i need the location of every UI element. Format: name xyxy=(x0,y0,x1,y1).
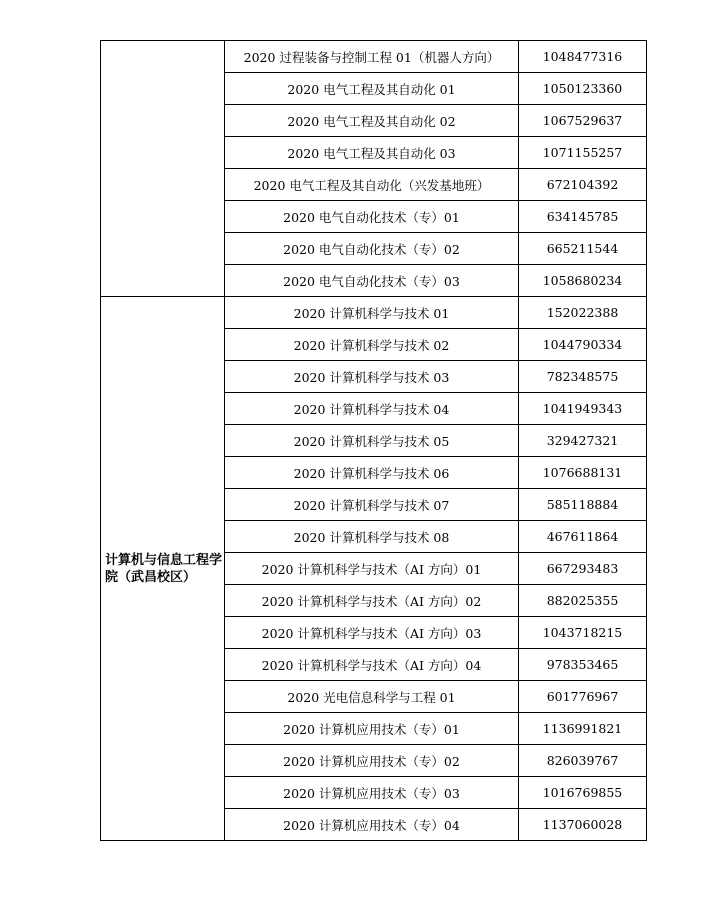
class-name-cell: 2020 计算机应用技术（专）02 xyxy=(225,745,519,777)
table-body xyxy=(101,41,647,841)
class-name-cell: 2020 计算机科学与技术 06 xyxy=(225,457,519,489)
class-name-cell: 2020 计算机科学与技术 01 xyxy=(225,297,519,329)
class-name-cell: 2020 过程装备与控制工程 01（机器人方向） xyxy=(225,41,519,73)
class-name-cell: 2020 计算机科学与技术 04 xyxy=(225,393,519,425)
class-name-cell: 2020 计算机科学与技术 02 xyxy=(225,329,519,361)
class-name-cell: 2020 计算机应用技术（专）04 xyxy=(225,809,519,841)
class-name-cell: 2020 电气工程及其自动化（兴发基地班） xyxy=(225,169,519,201)
group-number-cell: 1050123360 xyxy=(519,73,647,105)
group-number-cell: 1058680234 xyxy=(519,265,647,297)
group-number-cell: 152022388 xyxy=(519,297,647,329)
class-name-cell: 2020 计算机科学与技术（AI 方向）02 xyxy=(225,585,519,617)
class-name-cell: 2020 计算机应用技术（专）01 xyxy=(225,713,519,745)
group-number-cell: 665211544 xyxy=(519,233,647,265)
class-name-cell: 2020 计算机科学与技术 03 xyxy=(225,361,519,393)
class-name-cell: 2020 电气自动化技术（专）03 xyxy=(225,265,519,297)
group-number-cell: 782348575 xyxy=(519,361,647,393)
group-number-cell: 601776967 xyxy=(519,681,647,713)
group-number-cell: 1071155257 xyxy=(519,137,647,169)
table-row xyxy=(101,41,647,73)
class-name-cell: 2020 电气工程及其自动化 01 xyxy=(225,73,519,105)
class-name-cell: 2020 计算机科学与技术（AI 方向）01 xyxy=(225,553,519,585)
class-name-cell: 2020 电气自动化技术（专）02 xyxy=(225,233,519,265)
group-number-cell: 467611864 xyxy=(519,521,647,553)
class-group-table xyxy=(100,40,647,841)
group-number-cell: 672104392 xyxy=(519,169,647,201)
class-name-cell: 2020 电气工程及其自动化 02 xyxy=(225,105,519,137)
class-name-cell: 2020 计算机科学与技术（AI 方向）04 xyxy=(225,649,519,681)
class-name-cell: 2020 计算机科学与技术 08 xyxy=(225,521,519,553)
group-number-cell: 1067529637 xyxy=(519,105,647,137)
group-number-cell: 1041949343 xyxy=(519,393,647,425)
group-number-cell: 1048477316 xyxy=(519,41,647,73)
class-name-cell: 2020 计算机科学与技术 07 xyxy=(225,489,519,521)
group-number-cell: 667293483 xyxy=(519,553,647,585)
group-number-cell: 882025355 xyxy=(519,585,647,617)
class-name-cell: 2020 电气自动化技术（专）01 xyxy=(225,201,519,233)
group-number-cell: 1136991821 xyxy=(519,713,647,745)
group-number-cell: 329427321 xyxy=(519,425,647,457)
group-number-cell: 978353465 xyxy=(519,649,647,681)
group-number-cell: 1044790334 xyxy=(519,329,647,361)
class-name-cell: 2020 计算机应用技术（专）03 xyxy=(225,777,519,809)
college-cell xyxy=(101,41,225,297)
college-cell: 计算机与信息工程学院（武昌校区） xyxy=(101,297,225,841)
group-number-cell: 826039767 xyxy=(519,745,647,777)
class-name-cell: 2020 计算机科学与技术（AI 方向）03 xyxy=(225,617,519,649)
class-name-cell: 2020 光电信息科学与工程 01 xyxy=(225,681,519,713)
group-number-cell: 1076688131 xyxy=(519,457,647,489)
table-row xyxy=(101,297,647,329)
class-name-cell: 2020 计算机科学与技术 05 xyxy=(225,425,519,457)
group-number-cell: 1043718215 xyxy=(519,617,647,649)
group-number-cell: 585118884 xyxy=(519,489,647,521)
class-name-cell: 2020 电气工程及其自动化 03 xyxy=(225,137,519,169)
group-number-cell: 1137060028 xyxy=(519,809,647,841)
group-number-cell: 1016769855 xyxy=(519,777,647,809)
group-number-cell: 634145785 xyxy=(519,201,647,233)
